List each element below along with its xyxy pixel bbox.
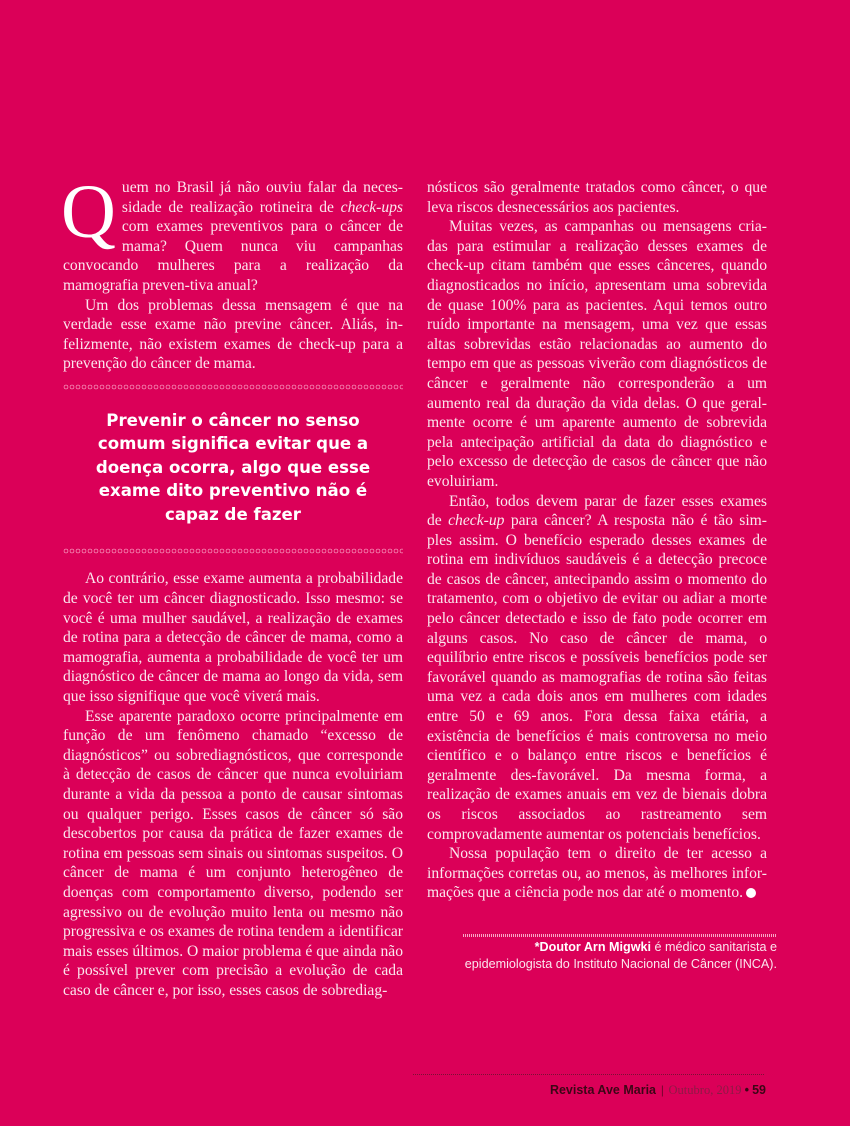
article-column-right xyxy=(427,178,767,903)
magazine-name: Revista Ave Maria xyxy=(549,1083,657,1097)
paragraph: Esse aparente paradoxo ocorre principalmente em função de um fenômeno chamado “excesso de diagnósticos” ou sobrediagnósticos, que corresponde à detecção de casos de câncer que nunca evoluiriam durante a vida da pessoa a ponto de causar sintomas ou qualquer perigo. Esses casos de câncer só são descobertos por causa da prática de fazer exames de rotina em pessoas sem sinais ou sintomas suspeitos. O câncer de mama é um conjunto heterogêneo de doenças com comportamento diverso, podendo ser agressivo ou de evolução muito lenta ou mesmo não progressiva e os exames de rotina tendem a identificar mais esses últimos. O maior problema é que ainda não é possível prever com precisão a evolução de cada caso de câncer e, por isso, esses casos de sobrediag- xyxy=(63,707,403,999)
paragraph: Muitas vezes, as campanhas ou mensagens cria-das para estimular a realização desses exames de check-up citam também que esses cânceres, quando diagnosticados no início, apresentam uma sobrevida de quase 100% para as pacientes. Aqui temos outro ruído importante na mensagem, uma vez que essas altas sobrevidas estão relacionadas ao aumento do tempo em que as pessoas viverão com diagnósticos de câncer e geralmente não corresponderão a um aumento real da duração da vida delas. O que geral-mente ocorre é um aparente aumento de sobrevida pela antecipação artificial da data do diagnóstico e pelo excesso de detecção de casos de câncer que não evoluiriam. xyxy=(427,218,767,490)
article-column-left xyxy=(61,170,403,1001)
author-bio xyxy=(455,934,777,973)
paragraph: Então, todos devem parar de fazer esses exames de check-up para câncer? A resposta não é tão sim-ples assim. O benefício esperado desses exames de rotina em indivíduos saudáveis é a detecção precoce de casos de câncer, antecipando assim o momento do tratamento, com o objetivo de evitar ou adiar a morte pelo câncer detectado e isso de fato pode ocorrer em alguns casos. No caso de câncer de mama, o equilíbrio entre riscos e possíveis benefícios pode ser favorável quando as mamografias de rotina são feitas uma vez a cada dois anos em mulheres com idades entre 50 e 69 anos. Fora dessa faixa etária, a existência de benefícios é mais controversa no meio científico e o balanço entre riscos e benefícios é geralmente des-favorável. Da mesma forma, a realização de exames anuais em vez de bienais dobra os riscos associados ao rastreamento sem comprovadamente aumentar os potenciais benefícios. xyxy=(427,492,767,843)
footer-separator: | xyxy=(661,1083,664,1097)
pullquote-divider-top xyxy=(63,383,403,391)
author-description: é médico sanitarista e epidemiologista do Instituto Nacional de Câncer (INCA). xyxy=(464,940,777,971)
bio-divider xyxy=(463,934,777,937)
issue-date: Outubro, 2019 xyxy=(668,1083,742,1097)
paragraph: Um dos problemas dessa mensagem é que na verdade esse exame não previne câncer. Aliás, in-felizmente, não existem exames de check-up para a prevenção do câncer de mama. xyxy=(63,296,403,373)
intro-paragraph: Quem no Brasil já não ouviu falar da neces-sidade de realização rotineira de check-ups com exames preventivos para o câncer de mama? Quem nunca viu campanhas convocando mulheres para a realização da mamografia preven-tiva anual? xyxy=(61,170,403,294)
paragraph-continued: nósticos são geralmente tratados como câncer, o que leva riscos desnecessários aos pacientes. xyxy=(427,179,767,216)
author-name: *Doutor Arn Migwki xyxy=(534,940,651,954)
paragraph: Ao contrário, esse exame aumenta a probabilidade de você ter um câncer diagnosticado. Isso mesmo: se você é uma mulher saudável, a realização de exames de rotina para a detecção de câncer de mama, como a mamografia, aumenta a probabilidade de você ter um diagnóstico de câncer de mama ao longo da vida, sem que isso signifique que você viverá mais. xyxy=(63,570,403,705)
bullet-icon: • xyxy=(744,1083,749,1097)
page-footer xyxy=(550,1083,766,1098)
pull-quote: Prevenir o câncer no senso comum significa evitar que a doença ocorra, algo que esse exame dito preventivo não é capaz de fazer xyxy=(95,410,371,524)
page-number: 59 xyxy=(752,1083,766,1097)
closing-paragraph: Nossa população tem o direito de ter acesso a informações corretas ou, ao menos, às melhores infor-mações que a ciência pode nos dar até o momento. xyxy=(427,845,767,902)
footer-divider xyxy=(413,1074,765,1075)
pullquote-divider-bottom xyxy=(63,547,403,555)
end-mark-icon xyxy=(746,888,756,898)
drop-cap: Q xyxy=(61,170,116,254)
